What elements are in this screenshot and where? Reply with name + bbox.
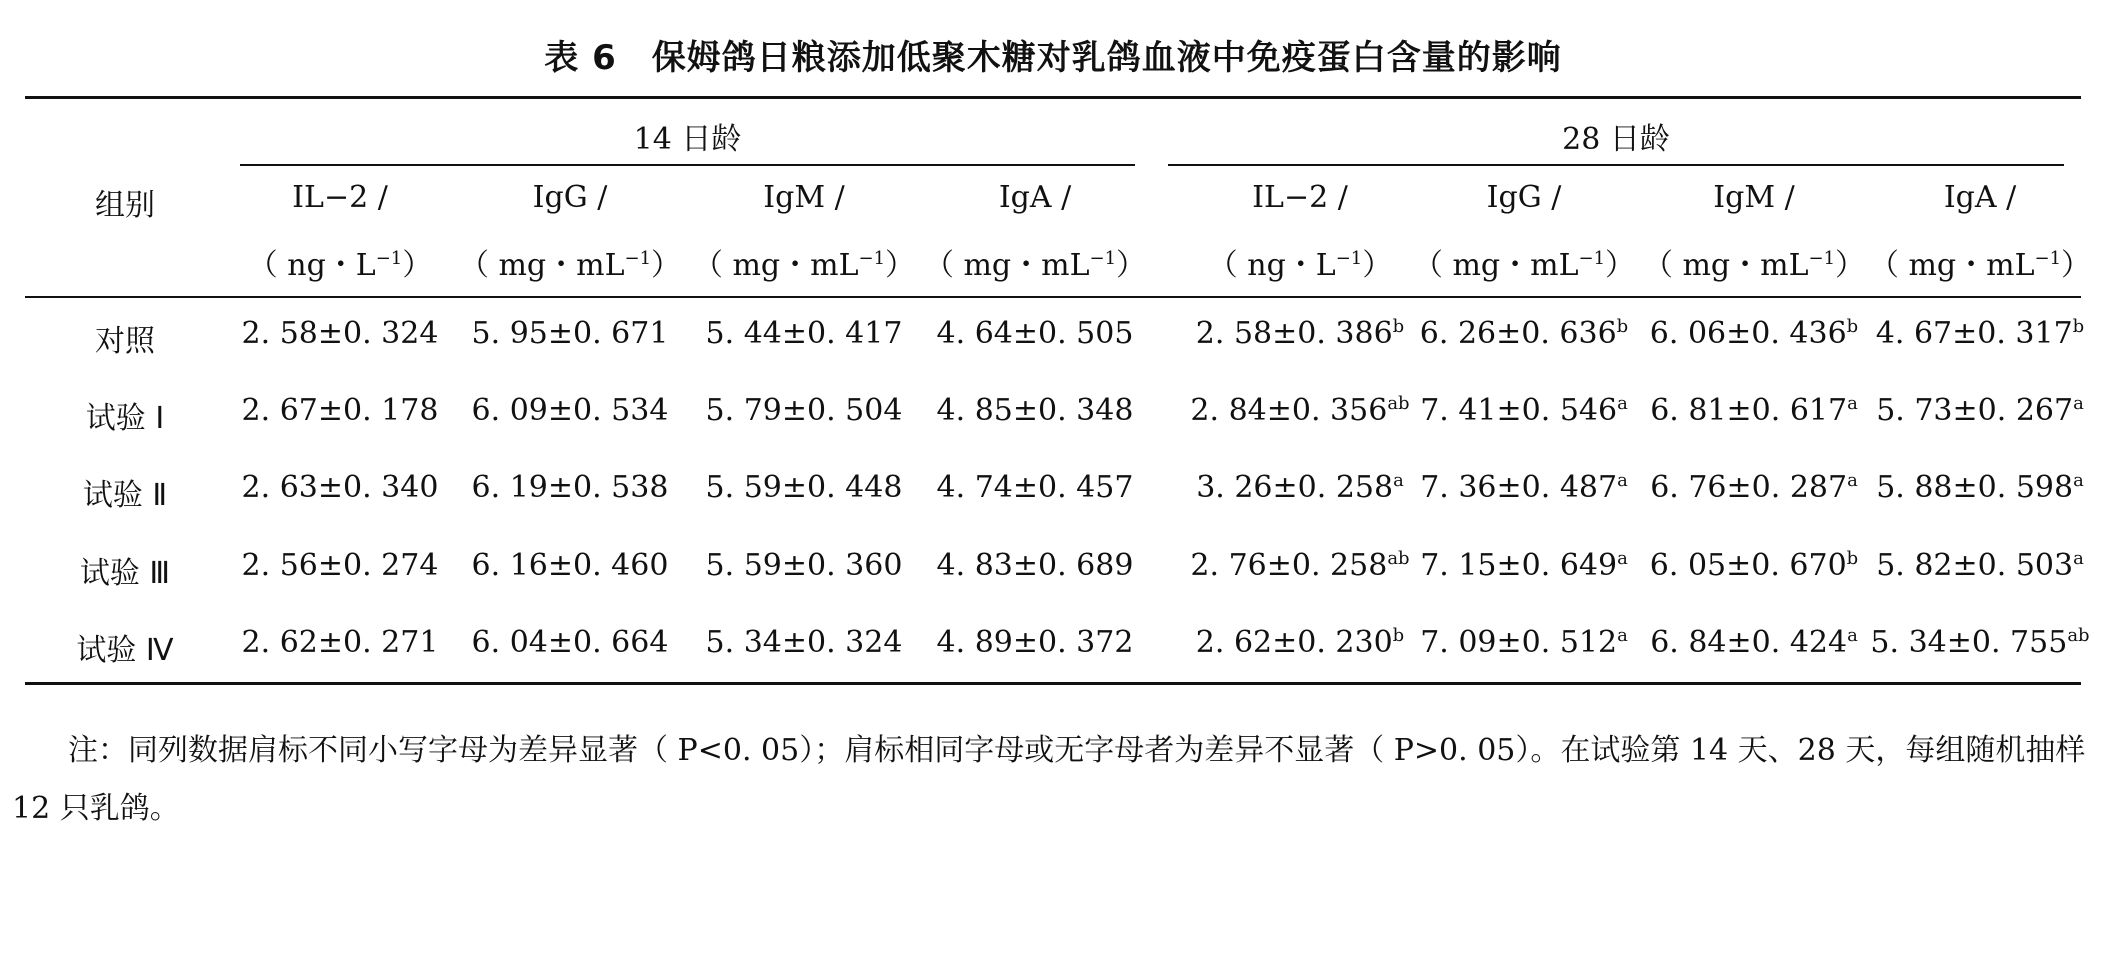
- table-cell: [440, 470, 700, 505]
- table-cell: [905, 470, 1165, 505]
- column-header-unit: [905, 240, 1165, 284]
- table-cell: [674, 470, 934, 505]
- row-label: 对照: [95, 324, 155, 359]
- table-cell: [1624, 470, 1884, 505]
- unit-text: （ mg・mL: [1642, 248, 1809, 283]
- age-28-rule: [1168, 164, 2064, 166]
- table-cell: [674, 548, 934, 583]
- table-title: 表 6 保姆鸽日粮添加低聚木糖对乳鸽血液中免疫蛋白含量的影响: [544, 38, 1562, 78]
- group-header: 组别: [95, 188, 155, 223]
- table-cell: [674, 316, 934, 351]
- significance-letter: ab: [1387, 548, 1410, 569]
- table-cell: [1170, 393, 1430, 428]
- cell-value: 3. 26±0. 258: [1196, 470, 1394, 505]
- unit-exponent: −1: [2034, 248, 2062, 269]
- age-14-rule: [240, 164, 1135, 166]
- cell-value: 7. 15±0. 649: [1420, 548, 1618, 583]
- table-cell: [1624, 548, 1884, 583]
- significance-letter: b: [1616, 316, 1629, 337]
- top-rule: [25, 96, 2081, 99]
- table-cell: [1394, 316, 1654, 351]
- cell-value: 2. 62±0. 271: [241, 625, 439, 660]
- unit-close: ）: [1362, 248, 1393, 283]
- cell-value: 4. 83±0. 689: [936, 548, 1134, 583]
- unit-exponent: −1: [1808, 248, 1836, 269]
- significance-letter: b: [1392, 625, 1405, 646]
- bottom-rule: [25, 682, 2081, 685]
- table-cell: [905, 393, 1165, 428]
- significance-letter: a: [2073, 393, 2084, 414]
- table-cell: [440, 393, 700, 428]
- cell-value: 5. 79±0. 504: [705, 393, 903, 428]
- unit-text: （ mg・mL: [458, 248, 625, 283]
- row-label: 试验 Ⅳ: [76, 633, 174, 668]
- significance-letter: a: [1393, 470, 1404, 491]
- cell-value: 5. 34±0. 755: [1870, 625, 2068, 660]
- table-cell: [674, 625, 934, 660]
- unit-text: （ ng・L: [1207, 248, 1336, 283]
- cell-value: 6. 06±0. 436: [1649, 316, 1847, 351]
- column-header-name: IgA /: [1943, 180, 2017, 215]
- table-cell: [210, 548, 470, 583]
- column-header-name: IgG /: [532, 180, 608, 215]
- significance-letter: a: [1617, 393, 1628, 414]
- table-cell: [1624, 625, 1884, 660]
- significance-letter: a: [1847, 470, 1858, 491]
- cell-value: 5. 59±0. 448: [705, 470, 903, 505]
- unit-text: （ mg・mL: [692, 248, 859, 283]
- cell-value: 6. 16±0. 460: [471, 548, 669, 583]
- table-cell: [1850, 548, 2106, 583]
- cell-value: 5. 34±0. 324: [705, 625, 903, 660]
- significance-letter: b: [1846, 548, 1859, 569]
- table-cell: [1394, 470, 1654, 505]
- unit-exponent: −1: [858, 248, 886, 269]
- unit-exponent: −1: [1335, 248, 1363, 269]
- unit-close: ）: [885, 248, 916, 283]
- age-14-header: 14 日龄: [633, 122, 742, 157]
- table-cell: [440, 625, 700, 660]
- table-cell: [1394, 548, 1654, 583]
- table-note: 注：同列数据肩标不同小写字母为差异显著（ P<0. 05）；肩标相同字母或无字母者为差异不显著（ P>0. 05）。在试验第 14 天、28 天，每组随机抽样 12 只乳鸽。: [12, 733, 2086, 826]
- row-label: 试验 Ⅱ: [82, 478, 168, 513]
- table-cell: [1624, 393, 1884, 428]
- column-header-unit: [1170, 240, 1430, 284]
- table-cell: [210, 470, 470, 505]
- unit-close: ）: [1835, 248, 1866, 283]
- cell-value: 5. 82±0. 503: [1876, 548, 2074, 583]
- table-cell: [210, 393, 470, 428]
- significance-letter: a: [2073, 548, 2084, 569]
- cell-value: 4. 89±0. 372: [936, 625, 1134, 660]
- row-label: 试验 Ⅰ: [85, 401, 165, 436]
- cell-value: 6. 26±0. 636: [1419, 316, 1617, 351]
- cell-value: 5. 95±0. 671: [471, 316, 669, 351]
- age-28-header: 28 日龄: [1562, 122, 1670, 157]
- table-cell: [1850, 470, 2106, 505]
- column-header-unit: [1850, 240, 2106, 284]
- header-rule: [25, 296, 2081, 298]
- unit-close: ）: [2061, 248, 2092, 283]
- cell-value: 5. 88±0. 598: [1876, 470, 2074, 505]
- unit-text: （ mg・mL: [1412, 248, 1579, 283]
- unit-exponent: −1: [624, 248, 652, 269]
- table-cell: [440, 316, 700, 351]
- table-cell: [1850, 316, 2106, 351]
- significance-letter: b: [2072, 316, 2085, 337]
- table-cell: [440, 548, 700, 583]
- column-header-unit: [210, 240, 470, 284]
- table-cell: [210, 625, 470, 660]
- cell-value: 5. 44±0. 417: [705, 316, 903, 351]
- cell-value: 6. 05±0. 670: [1649, 548, 1847, 583]
- table-cell: [1170, 470, 1430, 505]
- significance-letter: ab: [1387, 393, 1410, 414]
- table-cell: [1850, 393, 2106, 428]
- table-cell: [905, 625, 1165, 660]
- cell-value: 2. 76±0. 258: [1190, 548, 1388, 583]
- table-cell: [1170, 548, 1430, 583]
- column-header-unit: [674, 240, 934, 284]
- unit-close: ）: [1605, 248, 1636, 283]
- table-cell: [1624, 316, 1884, 351]
- column-header-unit: [1394, 240, 1654, 284]
- significance-letter: a: [1617, 548, 1628, 569]
- unit-text: （ mg・mL: [923, 248, 1090, 283]
- column-header-unit: [1624, 240, 1884, 284]
- column-header-unit: [440, 240, 700, 284]
- cell-value: 6. 84±0. 424: [1650, 625, 1848, 660]
- cell-value: 4. 74±0. 457: [936, 470, 1134, 505]
- cell-value: 7. 09±0. 512: [1420, 625, 1618, 660]
- unit-exponent: −1: [1578, 248, 1606, 269]
- row-label: 试验 Ⅲ: [79, 556, 171, 591]
- cell-value: 4. 85±0. 348: [936, 393, 1134, 428]
- cell-value: 2. 56±0. 274: [241, 548, 439, 583]
- significance-letter: a: [2073, 470, 2084, 491]
- cell-value: 5. 73±0. 267: [1876, 393, 2074, 428]
- significance-letter: b: [1846, 316, 1859, 337]
- cell-value: 2. 63±0. 340: [241, 470, 439, 505]
- cell-value: 6. 09±0. 534: [471, 393, 669, 428]
- cell-value: 2. 84±0. 356: [1190, 393, 1388, 428]
- cell-value: 7. 36±0. 487: [1420, 470, 1618, 505]
- cell-value: 5. 59±0. 360: [705, 548, 903, 583]
- table-cell: [210, 316, 470, 351]
- cell-value: 2. 58±0. 386: [1195, 316, 1393, 351]
- column-header-name: IgM /: [1713, 180, 1795, 215]
- table-cell: [674, 393, 934, 428]
- table-cell: [1394, 625, 1654, 660]
- table-cell: [1170, 316, 1430, 351]
- cell-value: 7. 41±0. 546: [1420, 393, 1618, 428]
- significance-letter: ab: [2067, 625, 2090, 646]
- table-cell: [905, 548, 1165, 583]
- unit-close: ）: [651, 248, 682, 283]
- column-header-name: IgA /: [998, 180, 1072, 215]
- cell-value: 4. 64±0. 505: [936, 316, 1134, 351]
- significance-letter: a: [1617, 625, 1628, 646]
- significance-letter: a: [1617, 470, 1628, 491]
- unit-exponent: −1: [375, 248, 403, 269]
- unit-text: （ mg・mL: [1868, 248, 2035, 283]
- unit-text: （ ng・L: [247, 248, 376, 283]
- column-header-name: IgM /: [763, 180, 845, 215]
- cell-value: 6. 76±0. 287: [1650, 470, 1848, 505]
- column-header-name: IL−2 /: [292, 180, 388, 215]
- cell-value: 2. 67±0. 178: [241, 393, 439, 428]
- unit-close: ）: [1116, 248, 1147, 283]
- cell-value: 2. 58±0. 324: [241, 316, 439, 351]
- table-cell: [1170, 625, 1430, 660]
- table-cell: [1394, 393, 1654, 428]
- cell-value: 4. 67±0. 317: [1875, 316, 2073, 351]
- unit-close: ）: [402, 248, 433, 283]
- table-cell: [905, 316, 1165, 351]
- cell-value: 2. 62±0. 230: [1195, 625, 1393, 660]
- significance-letter: b: [1392, 316, 1405, 337]
- cell-value: 6. 04±0. 664: [471, 625, 669, 660]
- significance-letter: a: [1847, 393, 1858, 414]
- column-header-name: IgG /: [1486, 180, 1562, 215]
- cell-value: 6. 81±0. 617: [1650, 393, 1848, 428]
- column-header-name: IL−2 /: [1252, 180, 1348, 215]
- unit-exponent: −1: [1089, 248, 1117, 269]
- cell-value: 6. 19±0. 538: [471, 470, 669, 505]
- significance-letter: a: [1847, 625, 1858, 646]
- table-cell: [1850, 625, 2106, 660]
